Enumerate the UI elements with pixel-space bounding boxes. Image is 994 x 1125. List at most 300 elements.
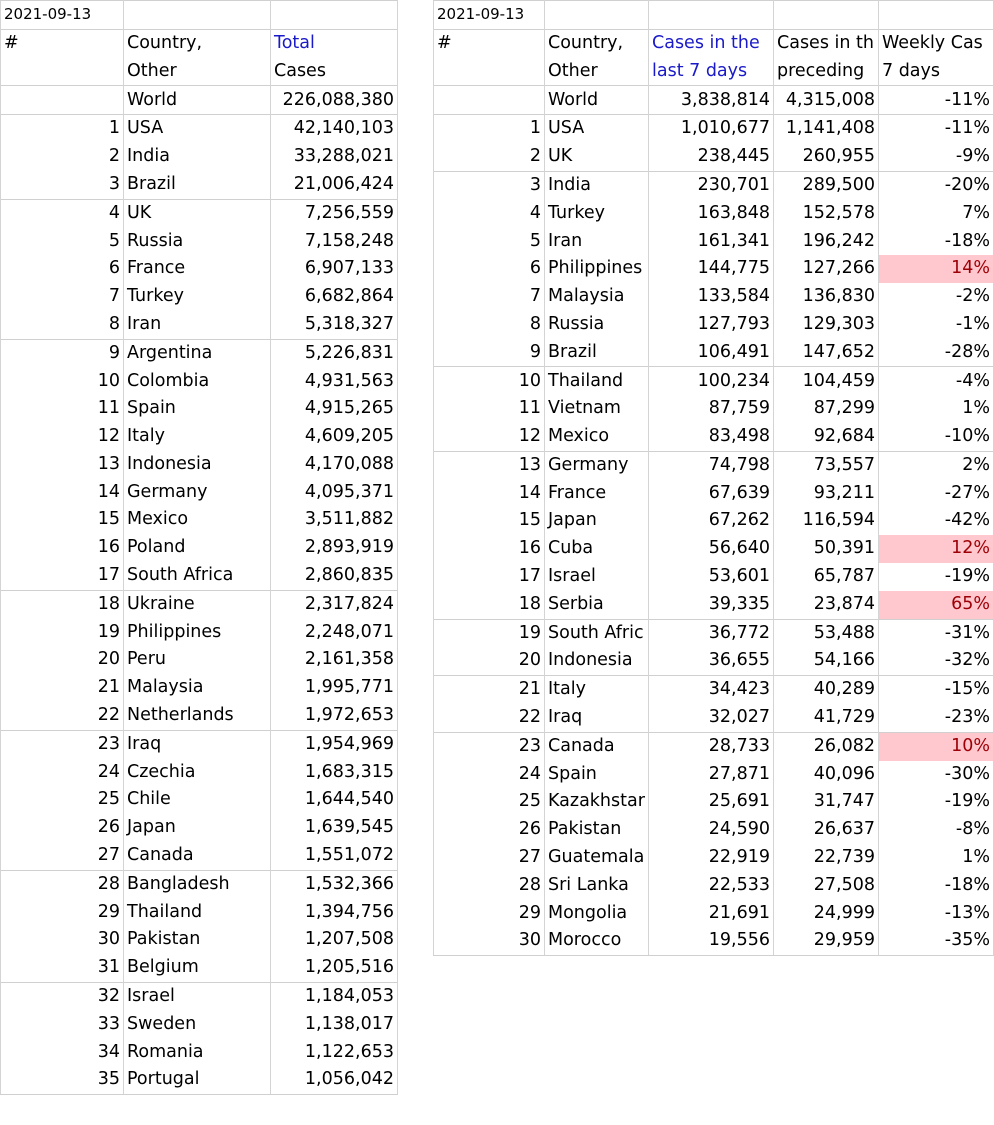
prev7-cell[interactable]: 50,391 (774, 535, 879, 563)
table-row (1, 395, 398, 423)
rank-cell[interactable]: 15 (434, 507, 545, 535)
rank-cell[interactable]: 17 (434, 563, 545, 591)
prev7-cell[interactable]: 104,459 (774, 367, 879, 395)
total-cases-cell[interactable]: 6,907,133 (271, 255, 398, 283)
country-cell[interactable]: Cuba (545, 535, 649, 563)
rank-cell[interactable]: 23 (434, 732, 545, 760)
rank-cell[interactable]: 34 (1, 1038, 124, 1066)
prev7-cell[interactable]: 54,166 (774, 647, 879, 675)
prev7-cell[interactable]: 31,747 (774, 788, 879, 816)
last7-cell[interactable]: 67,639 (649, 480, 774, 508)
rank-header[interactable]: # (1, 29, 124, 57)
prev7-cell[interactable]: 152,578 (774, 200, 879, 228)
weekly-change-cell[interactable]: -19% (879, 788, 994, 816)
last7-cell[interactable]: 34,423 (649, 676, 774, 704)
country-cell[interactable]: Germany (124, 479, 271, 507)
weekly-change-cell[interactable]: -27% (879, 480, 994, 508)
table-row (1, 954, 398, 982)
country-cell[interactable]: Turkey (124, 283, 271, 311)
country-cell[interactable]: Romania (124, 1038, 271, 1066)
table-row (434, 844, 994, 872)
last7-cell[interactable]: 28,733 (649, 732, 774, 760)
last7-cell[interactable]: 56,640 (649, 535, 774, 563)
rank-cell[interactable]: 20 (1, 646, 124, 674)
rank-cell[interactable]: 4 (434, 200, 545, 228)
country-cell[interactable]: Italy (545, 676, 649, 704)
last7-cell[interactable]: 238,445 (649, 143, 774, 171)
rank-cell[interactable]: 19 (1, 619, 124, 647)
prev7-cell[interactable]: 24,999 (774, 900, 879, 928)
last7-cell[interactable]: 67,262 (649, 507, 774, 535)
rank-cell[interactable]: 29 (1, 899, 124, 927)
country-cell[interactable]: Chile (124, 786, 271, 814)
country-cell[interactable]: Canada (124, 842, 271, 870)
weekly-change-cell[interactable]: -13% (879, 900, 994, 928)
rank-cell[interactable]: 10 (434, 367, 545, 395)
country-cell[interactable]: Portugal (124, 1066, 271, 1094)
weekly-change-cell[interactable]: 2% (879, 451, 994, 479)
weekly-change-cell[interactable]: 10% (879, 732, 994, 760)
total-cases-cell[interactable]: 2,860,835 (271, 562, 398, 590)
prev7-cell[interactable]: 116,594 (774, 507, 879, 535)
table-row (434, 200, 994, 228)
country-cell[interactable]: Colombia (124, 367, 271, 395)
last7-cell[interactable]: 53,601 (649, 563, 774, 591)
total-cases-cell[interactable]: 1,532,366 (271, 870, 398, 898)
rank-cell[interactable]: 21 (434, 676, 545, 704)
country-cell[interactable]: USA (545, 115, 649, 143)
country-cell[interactable]: Russia (545, 311, 649, 339)
last7-cell[interactable]: 22,533 (649, 872, 774, 900)
last7-cell[interactable]: 127,793 (649, 311, 774, 339)
total-cases-cell[interactable]: 2,248,071 (271, 619, 398, 647)
rank-cell[interactable]: 27 (1, 842, 124, 870)
table-row (434, 788, 994, 816)
world-row (1, 86, 398, 115)
country-cell[interactable]: Kazakhstar (545, 788, 649, 816)
prev7-cell[interactable]: 127,266 (774, 255, 879, 283)
country-header[interactable]: Country, (124, 29, 271, 57)
country-cell[interactable]: Spain (124, 395, 271, 423)
rank-cell[interactable]: 5 (1, 227, 124, 255)
country-cell[interactable]: India (545, 171, 649, 199)
country-cell[interactable]: Peru (124, 646, 271, 674)
country-cell[interactable]: Italy (124, 423, 271, 451)
table-row (1, 339, 398, 367)
weekly-change-cell[interactable]: -9% (879, 143, 994, 171)
world-label[interactable]: World (545, 86, 649, 115)
rank-cell[interactable]: 12 (1, 423, 124, 451)
rank-cell[interactable]: 26 (1, 814, 124, 842)
weekly-change-header-line2[interactable]: 7 days (879, 58, 994, 86)
weekly-change-cell[interactable]: -18% (879, 872, 994, 900)
prev7-cell[interactable]: 147,652 (774, 339, 879, 367)
prev7-cell[interactable]: 40,096 (774, 761, 879, 789)
rank-cell[interactable]: 26 (434, 816, 545, 844)
last7-cell[interactable]: 36,772 (649, 619, 774, 647)
rank-cell[interactable]: 30 (1, 926, 124, 954)
rank-cell[interactable]: 31 (1, 954, 124, 982)
table-row (434, 451, 994, 479)
rank-cell[interactable]: 3 (1, 171, 124, 199)
last7-cell[interactable]: 32,027 (649, 704, 774, 732)
last7-cell[interactable]: 230,701 (649, 171, 774, 199)
rank-cell[interactable]: 1 (1, 115, 124, 143)
world-last7[interactable]: 3,838,814 (649, 86, 774, 115)
country-cell[interactable]: Pakistan (124, 926, 271, 954)
total-cases-cell[interactable]: 42,140,103 (271, 115, 398, 143)
table-row (1, 255, 398, 283)
country-cell[interactable]: Philippines (124, 619, 271, 647)
prev7-cell[interactable]: 26,637 (774, 816, 879, 844)
table-row (1, 367, 398, 395)
total-cases-cell[interactable]: 3,511,882 (271, 506, 398, 534)
country-cell[interactable]: France (545, 480, 649, 508)
table-row (434, 927, 994, 955)
country-cell[interactable]: India (124, 143, 271, 171)
weekly-change-cell[interactable]: -8% (879, 816, 994, 844)
prev7-cell[interactable]: 26,082 (774, 732, 879, 760)
prev7-cell[interactable]: 53,488 (774, 619, 879, 647)
rank-cell[interactable]: 6 (434, 255, 545, 283)
rank-cell[interactable]: 13 (1, 451, 124, 479)
last7-cell[interactable]: 36,655 (649, 647, 774, 675)
country-cell[interactable]: Turkey (545, 200, 649, 228)
prev7-cell[interactable]: 289,500 (774, 171, 879, 199)
last7-cell[interactable]: 22,919 (649, 844, 774, 872)
country-cell[interactable]: Bangladesh (124, 870, 271, 898)
rank-cell[interactable]: 14 (434, 480, 545, 508)
last7-cell[interactable]: 19,556 (649, 927, 774, 955)
weekly-change-cell[interactable]: -18% (879, 227, 994, 255)
prev7-cell[interactable]: 65,787 (774, 563, 879, 591)
country-cell[interactable]: South Afric (545, 619, 649, 647)
table-row (434, 507, 994, 535)
rank-cell[interactable]: 2 (1, 143, 124, 171)
total-cases-cell[interactable]: 1,207,508 (271, 926, 398, 954)
rank-cell[interactable]: 19 (434, 619, 545, 647)
weekly-change-cell[interactable]: 1% (879, 395, 994, 423)
rank-cell[interactable]: 24 (1, 759, 124, 787)
table-row (1, 562, 398, 590)
weekly-change-cell[interactable]: -42% (879, 507, 994, 535)
last7-cell[interactable]: 39,335 (649, 591, 774, 619)
total-cases-cell[interactable]: 1,138,017 (271, 1011, 398, 1039)
prev7-header[interactable]: Cases in th (774, 29, 879, 57)
prev7-cell[interactable]: 40,289 (774, 676, 879, 704)
rank-cell[interactable]: 25 (434, 788, 545, 816)
world-label[interactable]: World (124, 86, 271, 115)
table-row (434, 480, 994, 508)
total-cases-cell[interactable]: 2,161,358 (271, 646, 398, 674)
table-row (1, 171, 398, 199)
country-cell[interactable]: Netherlands (124, 702, 271, 730)
weekly-change-cell[interactable]: -23% (879, 704, 994, 732)
rank-cell[interactable]: 8 (434, 311, 545, 339)
weekly-change-cell[interactable]: -20% (879, 171, 994, 199)
total-cases-cell[interactable]: 21,006,424 (271, 171, 398, 199)
last7-header-line2[interactable]: last 7 days (649, 58, 774, 86)
prev7-cell[interactable]: 260,955 (774, 143, 879, 171)
last7-cell[interactable]: 87,759 (649, 395, 774, 423)
rank-cell[interactable]: 7 (1, 283, 124, 311)
weekly-change-cell[interactable]: -15% (879, 676, 994, 704)
prev7-cell[interactable]: 29,959 (774, 927, 879, 955)
rank-cell[interactable]: 12 (434, 423, 545, 451)
rank-cell[interactable]: 25 (1, 786, 124, 814)
rank-cell[interactable]: 10 (1, 367, 124, 395)
world-total[interactable]: 226,088,380 (271, 86, 398, 115)
rank-cell[interactable]: 4 (1, 199, 124, 227)
weekly-change-cell[interactable]: -19% (879, 563, 994, 591)
total-cases-cell[interactable]: 1,644,540 (271, 786, 398, 814)
country-cell[interactable]: South Africa (124, 562, 271, 590)
prev7-cell[interactable]: 92,684 (774, 423, 879, 451)
rank-cell[interactable]: 11 (434, 395, 545, 423)
total-cases-cell[interactable]: 1,995,771 (271, 674, 398, 702)
rank-cell[interactable]: 18 (434, 591, 545, 619)
total-cases-header-line2[interactable]: Cases (271, 58, 398, 86)
country-cell[interactable]: Mongolia (545, 900, 649, 928)
last7-cell[interactable]: 106,491 (649, 339, 774, 367)
last7-cell[interactable]: 21,691 (649, 900, 774, 928)
last7-cell[interactable]: 27,871 (649, 761, 774, 789)
last7-cell[interactable]: 161,341 (649, 227, 774, 255)
prev7-cell[interactable]: 22,739 (774, 844, 879, 872)
prev7-cell[interactable]: 87,299 (774, 395, 879, 423)
last7-cell[interactable]: 163,848 (649, 200, 774, 228)
last7-header[interactable]: Cases in the (649, 29, 774, 57)
rank-cell[interactable]: 22 (434, 704, 545, 732)
country-cell[interactable]: Germany (545, 451, 649, 479)
country-cell[interactable]: Iraq (545, 704, 649, 732)
prev7-cell[interactable]: 136,830 (774, 283, 879, 311)
country-cell[interactable]: Guatemala (545, 844, 649, 872)
table-row (1, 590, 398, 618)
weekly-change-cell[interactable]: 14% (879, 255, 994, 283)
total-cases-cell[interactable]: 1,184,053 (271, 982, 398, 1010)
rank-cell[interactable]: 22 (1, 702, 124, 730)
world-prev7[interactable]: 4,315,008 (774, 86, 879, 115)
country-cell[interactable]: UK (124, 199, 271, 227)
rank-cell[interactable]: 1 (434, 115, 545, 143)
rank-cell[interactable]: 16 (1, 534, 124, 562)
total-cases-cell[interactable]: 4,931,563 (271, 367, 398, 395)
country-cell[interactable]: Czechia (124, 759, 271, 787)
total-cases-cell[interactable]: 5,318,327 (271, 311, 398, 339)
rank-cell[interactable]: 17 (1, 562, 124, 590)
country-cell[interactable]: Israel (545, 563, 649, 591)
country-cell[interactable]: Canada (545, 732, 649, 760)
rank-cell[interactable]: 28 (434, 872, 545, 900)
weekly-change-cell[interactable]: -10% (879, 423, 994, 451)
country-cell[interactable]: Vietnam (545, 395, 649, 423)
prev7-cell[interactable]: 196,242 (774, 227, 879, 255)
rank-cell[interactable]: 2 (434, 143, 545, 171)
weekly-change-cell[interactable]: 65% (879, 591, 994, 619)
country-cell[interactable]: Brazil (545, 339, 649, 367)
total-cases-header[interactable]: Total (271, 29, 398, 57)
country-cell[interactable]: Indonesia (124, 451, 271, 479)
weekly-change-cell[interactable]: -28% (879, 339, 994, 367)
rank-cell[interactable]: 21 (1, 674, 124, 702)
country-cell[interactable]: Mexico (124, 506, 271, 534)
rank-cell[interactable]: 27 (434, 844, 545, 872)
total-cases-cell[interactable]: 1,972,653 (271, 702, 398, 730)
weekly-change-cell[interactable]: -31% (879, 619, 994, 647)
rank-cell[interactable]: 29 (434, 900, 545, 928)
total-cases-cell[interactable]: 4,915,265 (271, 395, 398, 423)
total-cases-cell[interactable]: 1,394,756 (271, 899, 398, 927)
prev7-cell[interactable]: 41,729 (774, 704, 879, 732)
total-cases-cell[interactable]: 1,639,545 (271, 814, 398, 842)
rank-cell[interactable]: 14 (1, 479, 124, 507)
total-cases-cell[interactable]: 7,256,559 (271, 199, 398, 227)
rank-cell[interactable]: 5 (434, 227, 545, 255)
total-cases-cell[interactable]: 1,683,315 (271, 759, 398, 787)
weekly-change-cell[interactable]: -11% (879, 115, 994, 143)
rank-cell[interactable]: 13 (434, 451, 545, 479)
prev7-cell[interactable]: 1,141,408 (774, 115, 879, 143)
country-cell[interactable]: Belgium (124, 954, 271, 982)
weekly-change-cell[interactable]: 12% (879, 535, 994, 563)
last7-cell[interactable]: 144,775 (649, 255, 774, 283)
country-cell[interactable]: Morocco (545, 927, 649, 955)
country-cell[interactable]: Serbia (545, 591, 649, 619)
total-cases-cell[interactable]: 1,551,072 (271, 842, 398, 870)
country-header-line2[interactable]: Other (124, 58, 271, 86)
table-row (434, 647, 994, 675)
rank-cell[interactable]: 8 (1, 311, 124, 339)
rank-cell[interactable]: 11 (1, 395, 124, 423)
weekly-change-cell[interactable]: -1% (879, 311, 994, 339)
total-cases-cell[interactable]: 1,954,969 (271, 730, 398, 758)
date-cell[interactable]: 2021-09-13 (434, 1, 545, 30)
rank-cell[interactable]: 15 (1, 506, 124, 534)
total-cases-cell[interactable]: 4,609,205 (271, 423, 398, 451)
last7-cell[interactable]: 100,234 (649, 367, 774, 395)
country-cell[interactable]: UK (545, 143, 649, 171)
prev7-cell[interactable]: 23,874 (774, 591, 879, 619)
prev7-cell[interactable]: 93,211 (774, 480, 879, 508)
country-cell[interactable]: Brazil (124, 171, 271, 199)
rank-cell[interactable]: 24 (434, 761, 545, 789)
country-cell[interactable]: Sri Lanka (545, 872, 649, 900)
country-cell[interactable]: Philippines (545, 255, 649, 283)
rank-cell[interactable]: 23 (1, 730, 124, 758)
prev7-cell[interactable]: 27,508 (774, 872, 879, 900)
weekly-change-cell[interactable]: -30% (879, 761, 994, 789)
total-cases-cell[interactable]: 2,893,919 (271, 534, 398, 562)
rank-cell[interactable]: 6 (1, 255, 124, 283)
weekly-change-cell[interactable]: -32% (879, 647, 994, 675)
country-cell[interactable]: USA (124, 115, 271, 143)
last7-cell[interactable]: 133,584 (649, 283, 774, 311)
last7-cell[interactable]: 74,798 (649, 451, 774, 479)
total-cases-cell[interactable]: 4,095,371 (271, 479, 398, 507)
last7-cell[interactable]: 1,010,677 (649, 115, 774, 143)
country-cell[interactable]: Iraq (124, 730, 271, 758)
total-cases-cell[interactable]: 1,122,653 (271, 1038, 398, 1066)
table-row (1, 227, 398, 255)
rank-cell[interactable]: 7 (434, 283, 545, 311)
last7-cell[interactable]: 83,498 (649, 423, 774, 451)
weekly-change-cell[interactable]: -4% (879, 367, 994, 395)
total-cases-cell[interactable]: 5,226,831 (271, 339, 398, 367)
prev7-header-line2[interactable]: preceding (774, 58, 879, 86)
prev7-cell[interactable]: 73,557 (774, 451, 879, 479)
prev7-cell[interactable]: 129,303 (774, 311, 879, 339)
country-cell[interactable]: Pakistan (545, 816, 649, 844)
rank-cell[interactable]: 28 (1, 870, 124, 898)
country-header[interactable]: Country, (545, 29, 649, 57)
last7-cell[interactable]: 24,590 (649, 816, 774, 844)
total-cases-cell[interactable]: 1,205,516 (271, 954, 398, 982)
date-cell[interactable]: 2021-09-13 (1, 1, 124, 30)
rank-cell[interactable]: 3 (434, 171, 545, 199)
rank-cell[interactable]: 9 (434, 339, 545, 367)
table-row (1, 1038, 398, 1066)
country-cell[interactable]: Spain (545, 761, 649, 789)
rank-header[interactable]: # (434, 29, 545, 57)
rank-cell[interactable]: 32 (1, 982, 124, 1010)
last7-cell[interactable]: 25,691 (649, 788, 774, 816)
country-cell[interactable]: Japan (124, 814, 271, 842)
country-cell[interactable]: France (124, 255, 271, 283)
table-row (1, 283, 398, 311)
table-row (434, 339, 994, 367)
country-cell[interactable]: Iran (124, 311, 271, 339)
weekly-change-header[interactable]: Weekly Cas (879, 29, 994, 57)
total-cases-cell[interactable]: 33,288,021 (271, 143, 398, 171)
country-cell[interactable]: Iran (545, 227, 649, 255)
country-header-line2[interactable]: Other (545, 58, 649, 86)
country-cell[interactable]: Sweden (124, 1011, 271, 1039)
weekly-change-cell[interactable]: -2% (879, 283, 994, 311)
total-cases-cell[interactable]: 1,056,042 (271, 1066, 398, 1094)
weekly-change-cell[interactable]: 1% (879, 844, 994, 872)
country-cell[interactable]: Thailand (545, 367, 649, 395)
rank-cell[interactable]: 16 (434, 535, 545, 563)
country-cell[interactable]: Ukraine (124, 590, 271, 618)
country-cell[interactable]: Malaysia (545, 283, 649, 311)
country-cell[interactable]: Japan (545, 507, 649, 535)
country-cell[interactable]: Indonesia (545, 647, 649, 675)
country-cell[interactable]: Israel (124, 982, 271, 1010)
country-cell[interactable]: Thailand (124, 899, 271, 927)
rank-cell[interactable]: 20 (434, 647, 545, 675)
total-cases-cell[interactable]: 6,682,864 (271, 283, 398, 311)
country-cell[interactable]: Malaysia (124, 674, 271, 702)
rank-cell[interactable]: 18 (1, 590, 124, 618)
rank-cell[interactable]: 9 (1, 339, 124, 367)
country-cell[interactable]: Russia (124, 227, 271, 255)
country-cell[interactable]: Mexico (545, 423, 649, 451)
country-cell[interactable]: Poland (124, 534, 271, 562)
table-row (434, 395, 994, 423)
table-row (1, 143, 398, 171)
total-cases-cell[interactable]: 2,317,824 (271, 590, 398, 618)
weekly-change-cell[interactable]: -35% (879, 927, 994, 955)
total-cases-cell[interactable]: 7,158,248 (271, 227, 398, 255)
rank-cell[interactable]: 30 (434, 927, 545, 955)
rank-cell[interactable]: 33 (1, 1011, 124, 1039)
total-cases-cell[interactable]: 4,170,088 (271, 451, 398, 479)
country-cell[interactable]: Argentina (124, 339, 271, 367)
rank-cell[interactable]: 35 (1, 1066, 124, 1094)
weekly-change-cell[interactable]: 7% (879, 200, 994, 228)
world-change[interactable]: -11% (879, 86, 994, 115)
